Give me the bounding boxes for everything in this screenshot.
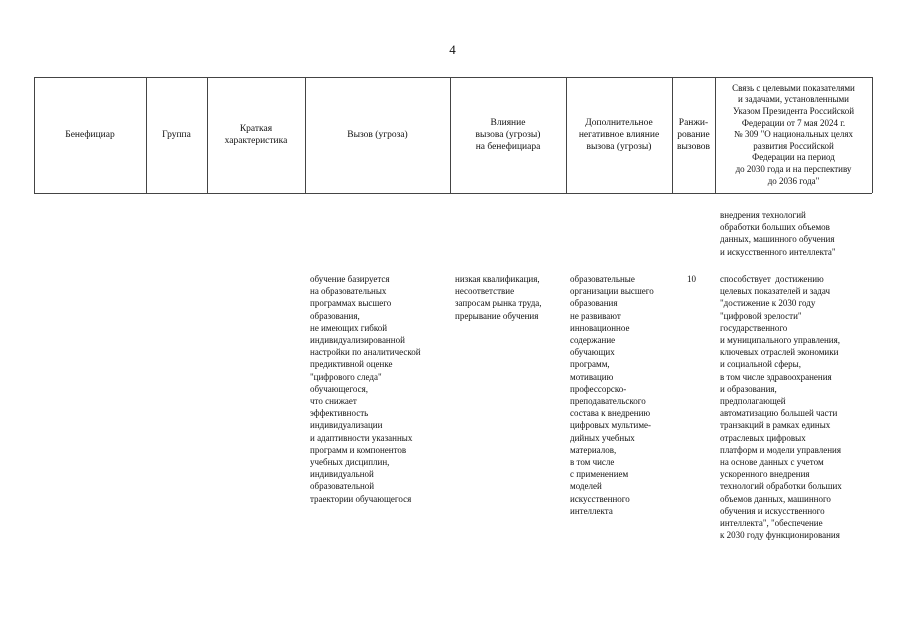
header-target-link: Связь с целевыми показателями и задачами, установленными Указом Президента Российской Федерации от 7 мая 2024 г. № 309 "О национальных целях развития Российской Федерации на период до 2030 года и на перспективу до 2036 года" <box>732 82 855 186</box>
column-divider <box>872 77 873 193</box>
table-header-bottom-border <box>34 193 872 194</box>
header-group: Группа <box>162 130 191 140</box>
page-number: 4 <box>449 42 456 57</box>
header-impact: Влияние вызова (угрозы) на бенефициара <box>475 118 541 152</box>
link-continuation-text: внедрения технологий обработки больших объемов данных, машинного обучения и искусственного интеллекта" <box>720 210 836 257</box>
header-negative-impact: Дополнительное негативное влияние вызова (угрозы) <box>578 118 660 152</box>
ranking-value: 10 <box>687 274 696 284</box>
negative-impact-text: образовательные организации высшего образования не развивают инновационное содержание обучающих программ, мотивацию профессорско- преподавательского состава к внедрению цифровых мультиме- дийных учебных материалов, в том числе с применением моделей искусственного интеллекта <box>570 274 654 516</box>
header-short-description: Краткая характеристика <box>224 124 288 146</box>
header-challenge: Вызов (угроза) <box>347 130 408 140</box>
header-ranking: Ранжи- рование вызовов <box>677 118 710 152</box>
impact-text: низкая квалификация, несоответствие запросам рынка труда, прерывание обучения <box>455 274 542 321</box>
challenge-text: обучение базируется на образовательных программах высшего образования, не имеющих гибкой индивидуализированной настройки по аналитической предиктивной оценке "цифрового следа" обучающегося, что снижает эффективность индивидуализации и адаптивности указанных программ и компонентов учебных дисциплин, индивидуальной образовательной траектории обучающегося <box>310 274 421 504</box>
target-link-text: способствует достижению целевых показателей и задач "достижение к 2030 году "цифровой зрелости" государственного и муниципального управления, ключевых отраслей экономики и социальной сферы, в том числе здравоохранения и образования, предполагающей автоматизацию большей части транзакций в рамках единых отраслевых цифровых платформ и модели управления на основе данных с учетом ускоренного внедрения технологий обработки больших объемов данных, машинного обучения и искусственного интеллекта", "обеспечение к 2030 году функционирования <box>720 274 842 541</box>
header-beneficiary: Бенефициар <box>65 130 115 140</box>
